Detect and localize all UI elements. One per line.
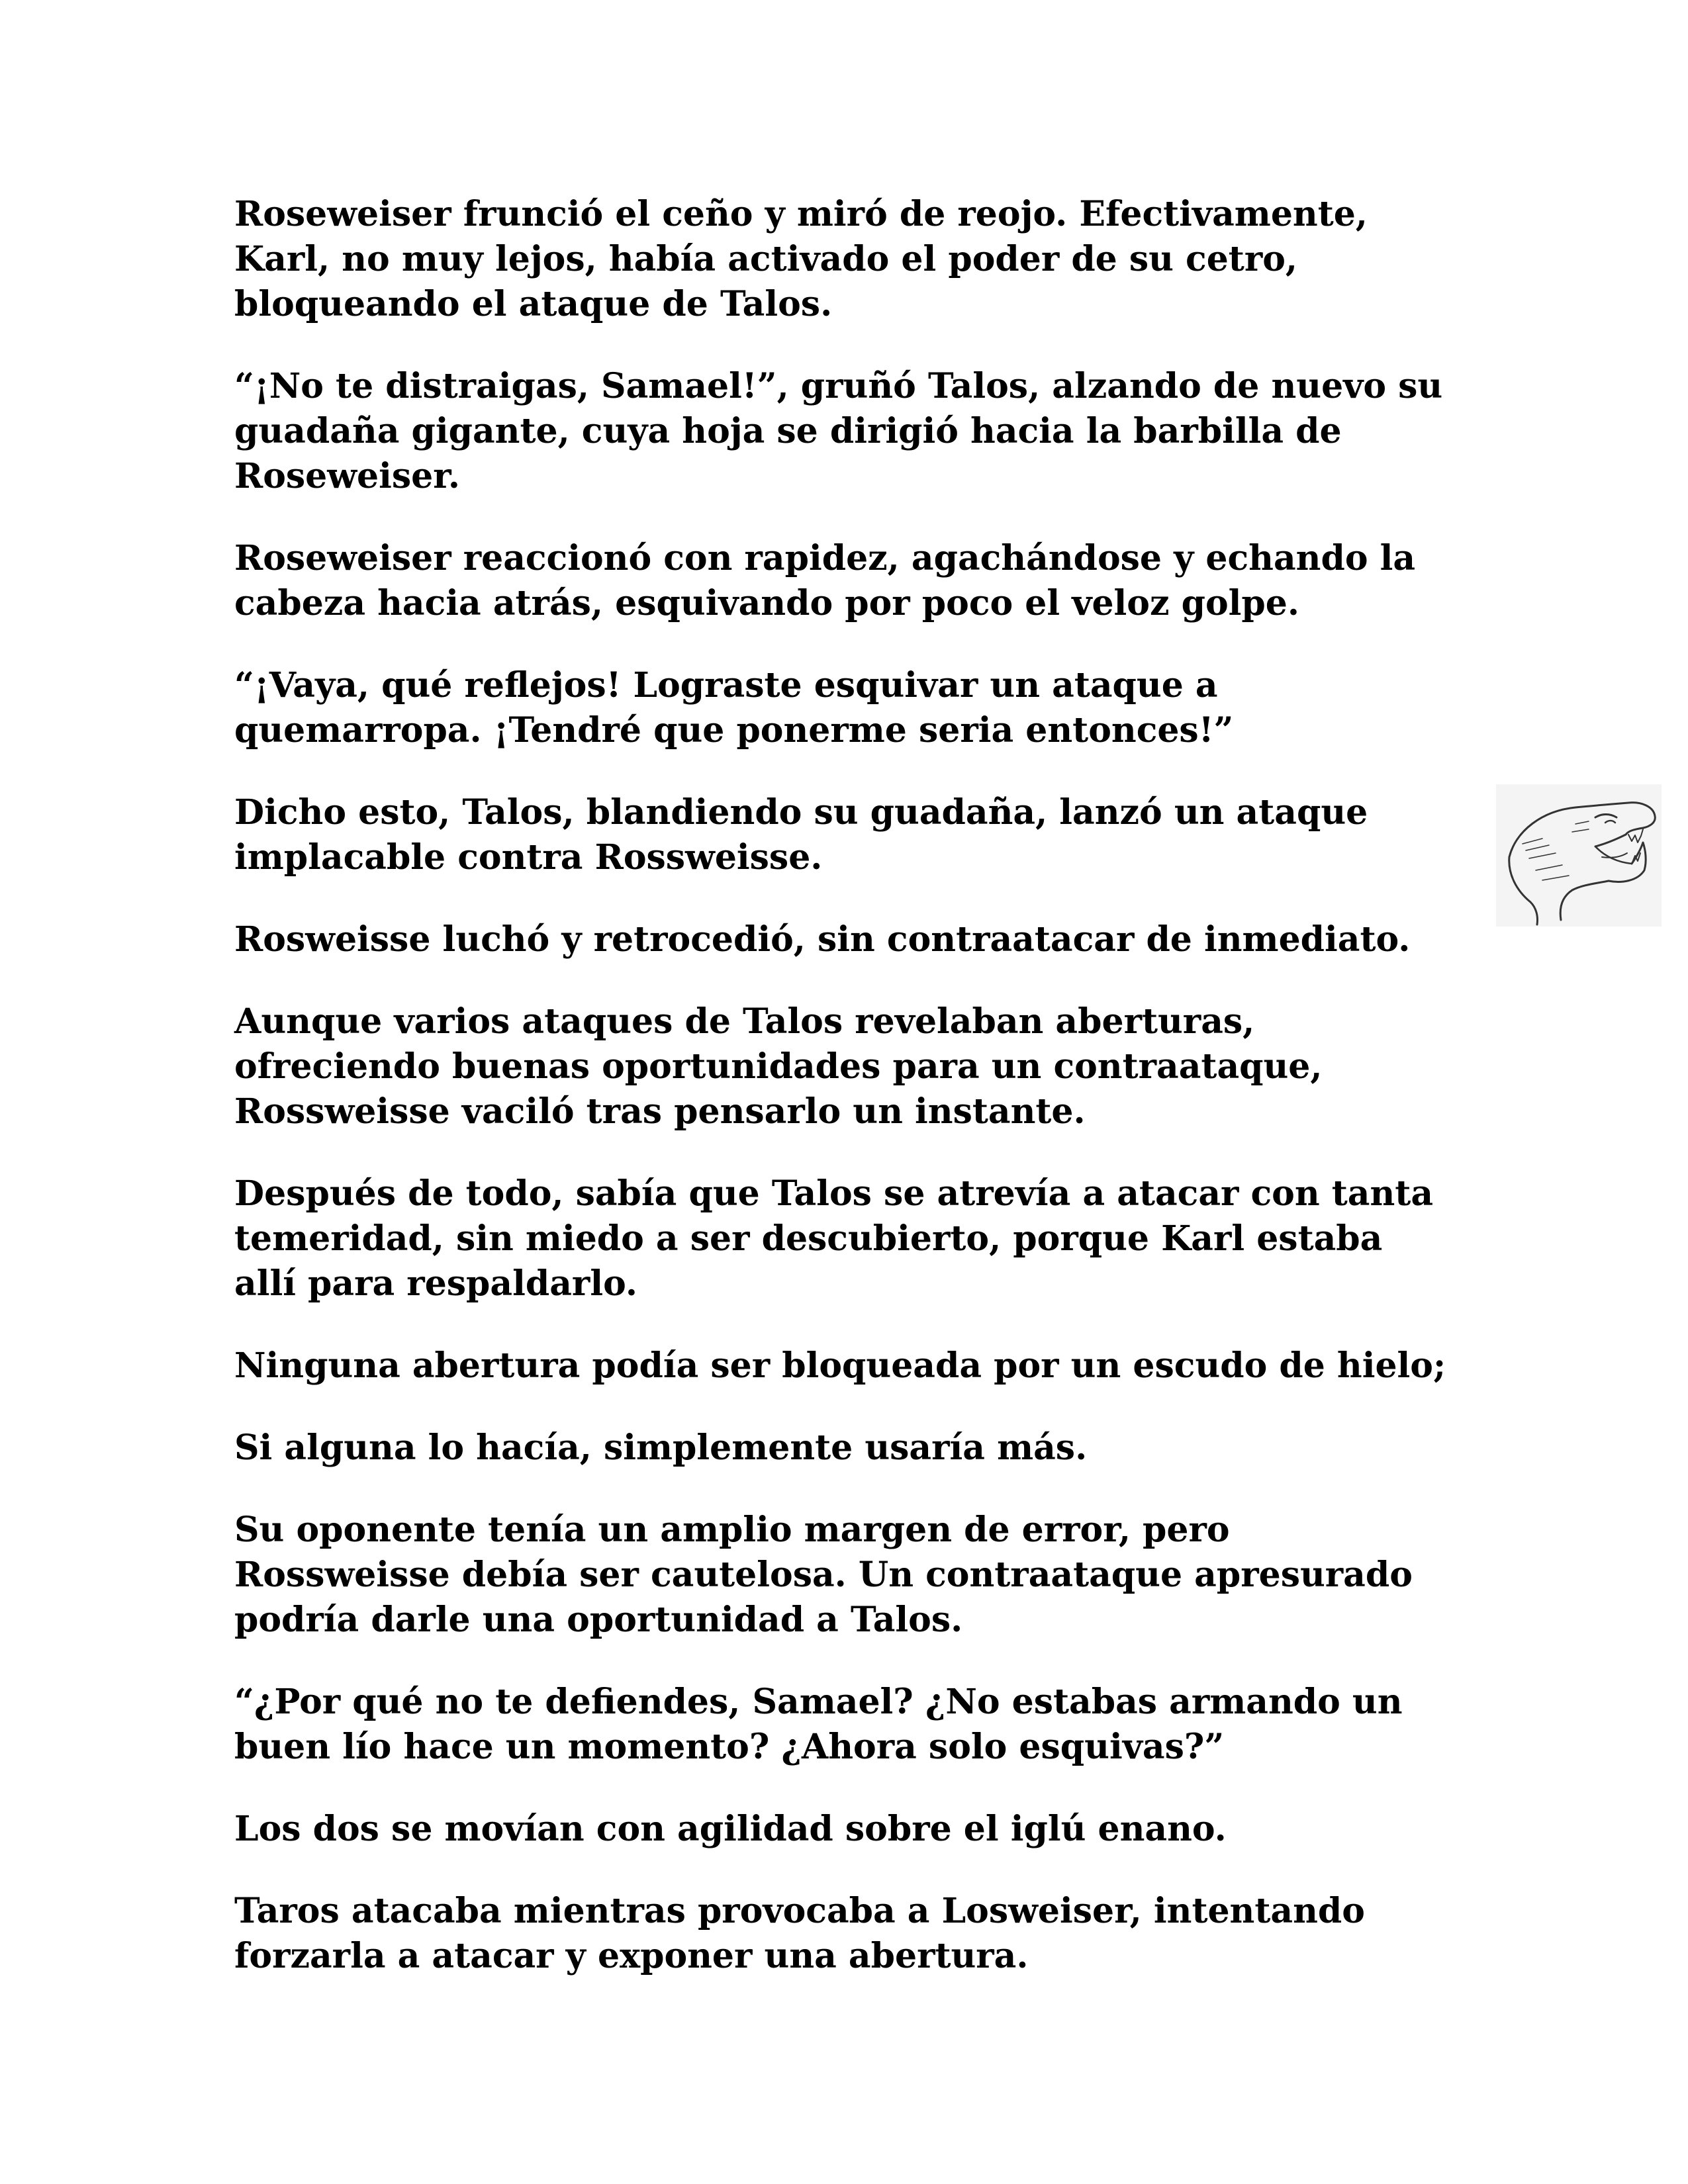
page-body: [234, 192, 1466, 2016]
paragraph: [234, 1807, 1466, 1852]
text-line: Roseweiser frunció el ceño y miró de reojo. Efectivamente,: [234, 194, 1368, 234]
text-line: Dicho esto, Talos, blandiendo su guadaña, lanzó un ataque: [234, 792, 1368, 833]
paragraph: [234, 790, 1466, 880]
text-line: Roseweiser.: [234, 456, 460, 496]
text-line: bloqueando el ataque de Talos.: [234, 284, 833, 324]
text-line: ofreciendo buenas oportunidades para un contraataque,: [234, 1046, 1323, 1087]
text-line: guadaña gigante, cuya hoja se dirigió hacia la barbilla de: [234, 411, 1342, 451]
paragraph: [234, 917, 1466, 962]
text-line: Rossweisse debía ser cautelosa. Un contraataque apresurado: [234, 1555, 1413, 1595]
text-line: “¡No te distraigas, Samael!”, gruñó Talos, alzando de nuevo su: [234, 366, 1443, 406]
text-line: buen lío hace un momento? ¿Ahora solo esquivas?”: [234, 1727, 1225, 1767]
paragraph: [234, 1889, 1466, 1979]
text-line: Ninguna abertura podía ser bloqueada por un escudo de hielo;: [234, 1345, 1446, 1386]
text-line: Rossweisse vaciló tras pensarlo un instante.: [234, 1091, 1086, 1132]
paragraph: [234, 1171, 1466, 1306]
text-line: Si alguna lo hacía, simplemente usaría más.: [234, 1428, 1088, 1468]
paragraph: [234, 536, 1466, 626]
text-line: Aunque varios ataques de Talos revelaban aberturas,: [234, 1001, 1255, 1042]
text-line: Karl, no muy lejos, había activado el poder de su cetro,: [234, 239, 1298, 279]
paragraph: [234, 663, 1466, 753]
text-line: Su oponente tenía un amplio margen de error, pero: [234, 1510, 1230, 1550]
text-line: implacable contra Rossweisse.: [234, 837, 823, 878]
text-line: Taros atacaba mientras provocaba a Losweiser, intentando: [234, 1891, 1365, 1931]
text-line: “¡Vaya, qué reflejos! Lograste esquivar un ataque a: [234, 665, 1218, 705]
text-line: podría darle una oportunidad a Talos.: [234, 1600, 963, 1640]
text-line: Rosweisse luchó y retrocedió, sin contraatacar de inmediato.: [234, 919, 1411, 960]
paragraph: [234, 1680, 1466, 1770]
text-line: “¿Por qué no te defiendes, Samael? ¿No estabas armando un: [234, 1682, 1403, 1722]
paragraph: [234, 1343, 1466, 1388]
text-line: forzarla a atacar y exponer una abertura.: [234, 1936, 1029, 1976]
text-line: allí para respaldarlo.: [234, 1263, 637, 1304]
paragraph: [234, 364, 1466, 499]
paragraph: [234, 1508, 1466, 1643]
dinosaur-head-sketch-icon: [1496, 784, 1662, 927]
text-line: temeridad, sin miedo a ser descubierto, porque Karl estaba: [234, 1218, 1383, 1259]
text-line: Roseweiser reaccionó con rapidez, agachándose y echando la: [234, 538, 1416, 578]
text-line: quemarropa. ¡Tendré que ponerme seria entonces!”: [234, 710, 1234, 751]
text-line: Después de todo, sabía que Talos se atrevía a atacar con tanta: [234, 1173, 1434, 1214]
text-line: cabeza hacia atrás, esquivando por poco el veloz golpe.: [234, 583, 1299, 623]
text-line: Los dos se movían con agilidad sobre el iglú enano.: [234, 1809, 1227, 1849]
paragraph: [234, 999, 1466, 1134]
paragraph: [234, 192, 1466, 327]
paragraph: [234, 1426, 1466, 1471]
